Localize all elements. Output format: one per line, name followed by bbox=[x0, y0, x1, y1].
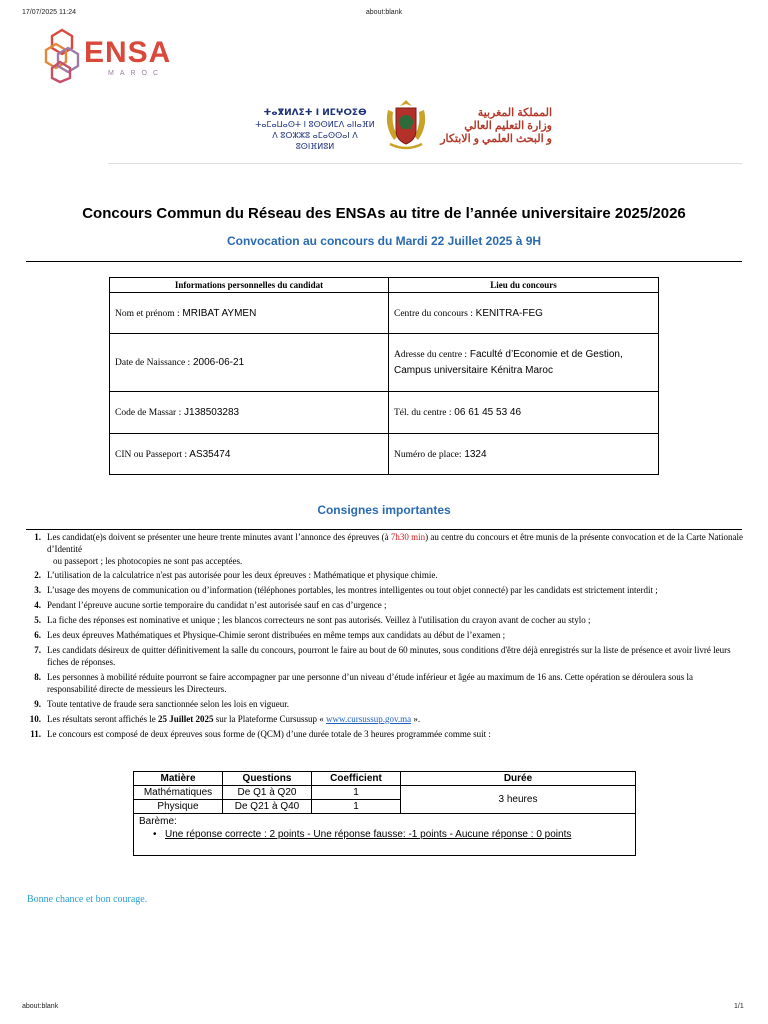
cin-value: AS35474 bbox=[189, 448, 231, 460]
item-number: 9. bbox=[34, 699, 41, 709]
center-label: Centre du concours : bbox=[394, 308, 473, 319]
item-number: 3. bbox=[34, 585, 41, 595]
item-text: Pendant l’épreuve aucune sortie temporaire du candidat n’est autorisée sauf en cas d’urgence ; bbox=[47, 600, 387, 610]
item-number: 4. bbox=[34, 600, 41, 610]
list-item bbox=[27, 629, 743, 641]
item-text: Les candidats désireux de quitter définitivement la salle du concours, pourront le faire au bout de 60 minutes, sous conditions d'être déjà enregistrés sur la liste de présence et avoir livré leurs fiches de réponses. bbox=[47, 645, 731, 667]
list-item bbox=[27, 698, 743, 710]
coef-physique: 1 bbox=[312, 800, 401, 814]
item-text: Les personnes à mobilité réduite pourront se faire accompagner par une personne d’un niveau d’étude inférieur et âgée au maximum de 16 ans. Cette opération se déroulera sous la responsabilité directe de messieurs les Directeurs. bbox=[47, 672, 694, 694]
bareme-text: Une réponse correcte : 2 points - Une réponse fausse: -1 points - Aucune réponse : 0 points bbox=[165, 829, 572, 840]
bullet-icon: • bbox=[153, 829, 157, 840]
massar-value: J138503283 bbox=[184, 407, 240, 418]
item-number: 11. bbox=[30, 729, 41, 739]
table-row bbox=[134, 772, 636, 786]
tifinagh-line-3: ⴷ ⵓⵔⵣⵣⵓ ⴰⵎⴰⵙⵙⴰⵏ ⴷ ⵓⵙⵏⴼⵍⵓⵍ bbox=[272, 131, 358, 151]
title-divider bbox=[26, 261, 742, 262]
seat-value: 1324 bbox=[464, 448, 487, 460]
item-text: ou passeport ; les photocopies ne sont pas acceptées. bbox=[53, 556, 243, 566]
massar-label: Code de Massar : bbox=[115, 408, 182, 418]
print-datetime: 17/07/2025 11:24 bbox=[22, 9, 76, 16]
cursussup-link[interactable]: www.cursussup.gov.ma bbox=[326, 714, 412, 724]
print-title: about:blank bbox=[365, 9, 403, 16]
item-number: 2. bbox=[34, 570, 41, 580]
header-duree: Durée bbox=[401, 772, 636, 786]
item-text: Toute tentative de fraude sera sanctionnée selon les lois en vigueur. bbox=[47, 699, 290, 709]
item-number: 10. bbox=[29, 714, 41, 724]
arrival-time-highlight: 7h30 min bbox=[390, 532, 426, 542]
col-header-location: Lieu du concours bbox=[389, 278, 659, 293]
address-label: Adresse du centre : bbox=[394, 350, 468, 360]
duration-value: 3 heures bbox=[401, 786, 636, 814]
table-row bbox=[134, 786, 636, 800]
closing-message: Bonne chance et bon courage. bbox=[27, 894, 148, 905]
ensa-wordmark: ENSA bbox=[84, 36, 172, 69]
tifinagh-line-2: ⵜⴰⵎⴰⵡⴰⵙⵜ ⵏ ⵓⵙⵙⵍⵎⴷ ⴰⵏⵏⴰⴼⵍ bbox=[255, 120, 375, 129]
item-text: L’utilisation de la calculatrice n'est pas autorisée pour les deux épreuves : Mathématique et physique chimie. bbox=[47, 570, 438, 580]
page-title: Concours Commun du Réseau des ENSAs au titre de l’année universitaire 2025/2026 bbox=[82, 205, 686, 222]
table-row bbox=[110, 434, 659, 475]
list-item bbox=[27, 569, 743, 581]
list-item bbox=[27, 644, 743, 668]
ministry-arabic bbox=[440, 107, 552, 146]
item-number: 1. bbox=[34, 532, 41, 542]
item-number: 6. bbox=[34, 630, 41, 640]
subject-math: Mathématiques bbox=[134, 786, 223, 800]
item-text: sur la Plateforme Cursussup « bbox=[213, 714, 327, 724]
questions-physique: De Q21 à Q40 bbox=[223, 800, 312, 814]
item-text: ». bbox=[411, 714, 421, 724]
col-header-personal: Informations personnelles du candidat bbox=[110, 278, 389, 293]
print-page-count: 1/1 bbox=[734, 1003, 744, 1010]
bareme-cell bbox=[134, 814, 636, 856]
table-row bbox=[110, 293, 659, 334]
list-item bbox=[27, 713, 743, 725]
ensa-wordmark-sub: MAROC bbox=[108, 70, 165, 77]
list-item bbox=[27, 671, 743, 695]
address-value: Faculté d’Economie et de Gestion, Campus universitaire Kénitra Maroc bbox=[394, 349, 623, 376]
item-text: Les deux épreuves Mathématiques et Physique-Chimie seront distribuées en même temps aux candidats au début de l’examen ; bbox=[47, 630, 506, 640]
item-number: 8. bbox=[34, 672, 41, 682]
name-label: Nom et prénom : bbox=[115, 308, 180, 319]
cin-label: CIN ou Passeport : bbox=[115, 449, 188, 460]
item-text: L’usage des moyens de communication ou d’information (téléphones portables, les montres intelligentes ou tout objet connecté) par les candidats est strictement interdit ; bbox=[47, 585, 658, 595]
list-item bbox=[27, 531, 743, 567]
page-subtitle: Convocation au concours du Mardi 22 Juillet 2025 à 9H bbox=[226, 234, 542, 248]
table-row bbox=[110, 334, 659, 392]
bareme-label: Barème: bbox=[139, 816, 177, 827]
phone-value: 06 61 45 53 46 bbox=[454, 407, 522, 418]
item-text: ) au centre du concours et être munis de la présente convocation et de la Carte Nationale d’Identité bbox=[47, 532, 743, 554]
ensa-emblem-icon bbox=[42, 24, 82, 84]
item-text: La fiche des réponses est nominative et unique ; les blancos correcteurs ne sont pas autorisés. Veillez à l'utilisation du crayon avant de cocher au stylo ; bbox=[47, 615, 591, 625]
results-date: 25 Juillet 2025 bbox=[158, 714, 214, 724]
ministry-tifinagh bbox=[255, 108, 375, 152]
tifinagh-line-1: ⵜⴰⴳⵍⴷⵉⵜ ⵏ ⵍⵎⵖⵔⵉⴱ bbox=[263, 108, 367, 118]
list-item bbox=[27, 584, 743, 596]
list-item bbox=[27, 728, 743, 740]
phone-label: Tél. du centre : bbox=[394, 408, 452, 418]
center-value: KENITRA-FEG bbox=[475, 307, 543, 319]
item-text: Les résultats seront affichés le bbox=[47, 714, 159, 724]
instructions-list bbox=[27, 531, 743, 740]
ensa-logo bbox=[42, 24, 172, 86]
consignes-divider bbox=[26, 529, 742, 530]
name-value: MRIBAT AYMEN bbox=[182, 307, 257, 319]
coat-of-arms-icon bbox=[376, 96, 436, 154]
header-coefficient: Coefficient bbox=[312, 772, 401, 786]
item-text: Le concours est composé de deux épreuves sous forme de (QCM) d’une durée totale de 3 heures programmée comme suit : bbox=[47, 729, 491, 739]
subject-physique: Physique bbox=[134, 800, 223, 814]
arabic-line-3: و البحث العلمي و الابتكار bbox=[440, 133, 552, 145]
table-row bbox=[110, 392, 659, 434]
arabic-line-1: المملكة المغربية bbox=[477, 107, 552, 119]
birthdate-label: Date de Naissance : bbox=[115, 358, 191, 368]
coef-math: 1 bbox=[312, 786, 401, 800]
questions-math: De Q1 à Q20 bbox=[223, 786, 312, 800]
header-matiere: Matière bbox=[134, 772, 223, 786]
candidate-info-table bbox=[109, 277, 659, 475]
birthdate-value: 2006-06-21 bbox=[192, 357, 245, 368]
seat-label: Numéro de place: bbox=[394, 449, 462, 460]
header-questions: Questions bbox=[223, 772, 312, 786]
list-item bbox=[27, 599, 743, 611]
print-footer-url: about:blank bbox=[22, 1003, 59, 1010]
bareme-item bbox=[139, 829, 630, 840]
arabic-line-2: وزارة التعليم العالي bbox=[464, 120, 552, 132]
item-number: 5. bbox=[34, 615, 41, 625]
exam-schedule-table bbox=[133, 771, 636, 856]
list-item bbox=[27, 614, 743, 626]
table-row bbox=[134, 814, 636, 856]
header-divider bbox=[108, 163, 742, 164]
item-number: 7. bbox=[34, 645, 41, 655]
item-text: Les candidat(e)s doivent se présenter une heure trente minutes avant l’annonce des épreuves (à bbox=[47, 532, 391, 542]
consignes-title: Consignes importantes bbox=[317, 503, 451, 517]
